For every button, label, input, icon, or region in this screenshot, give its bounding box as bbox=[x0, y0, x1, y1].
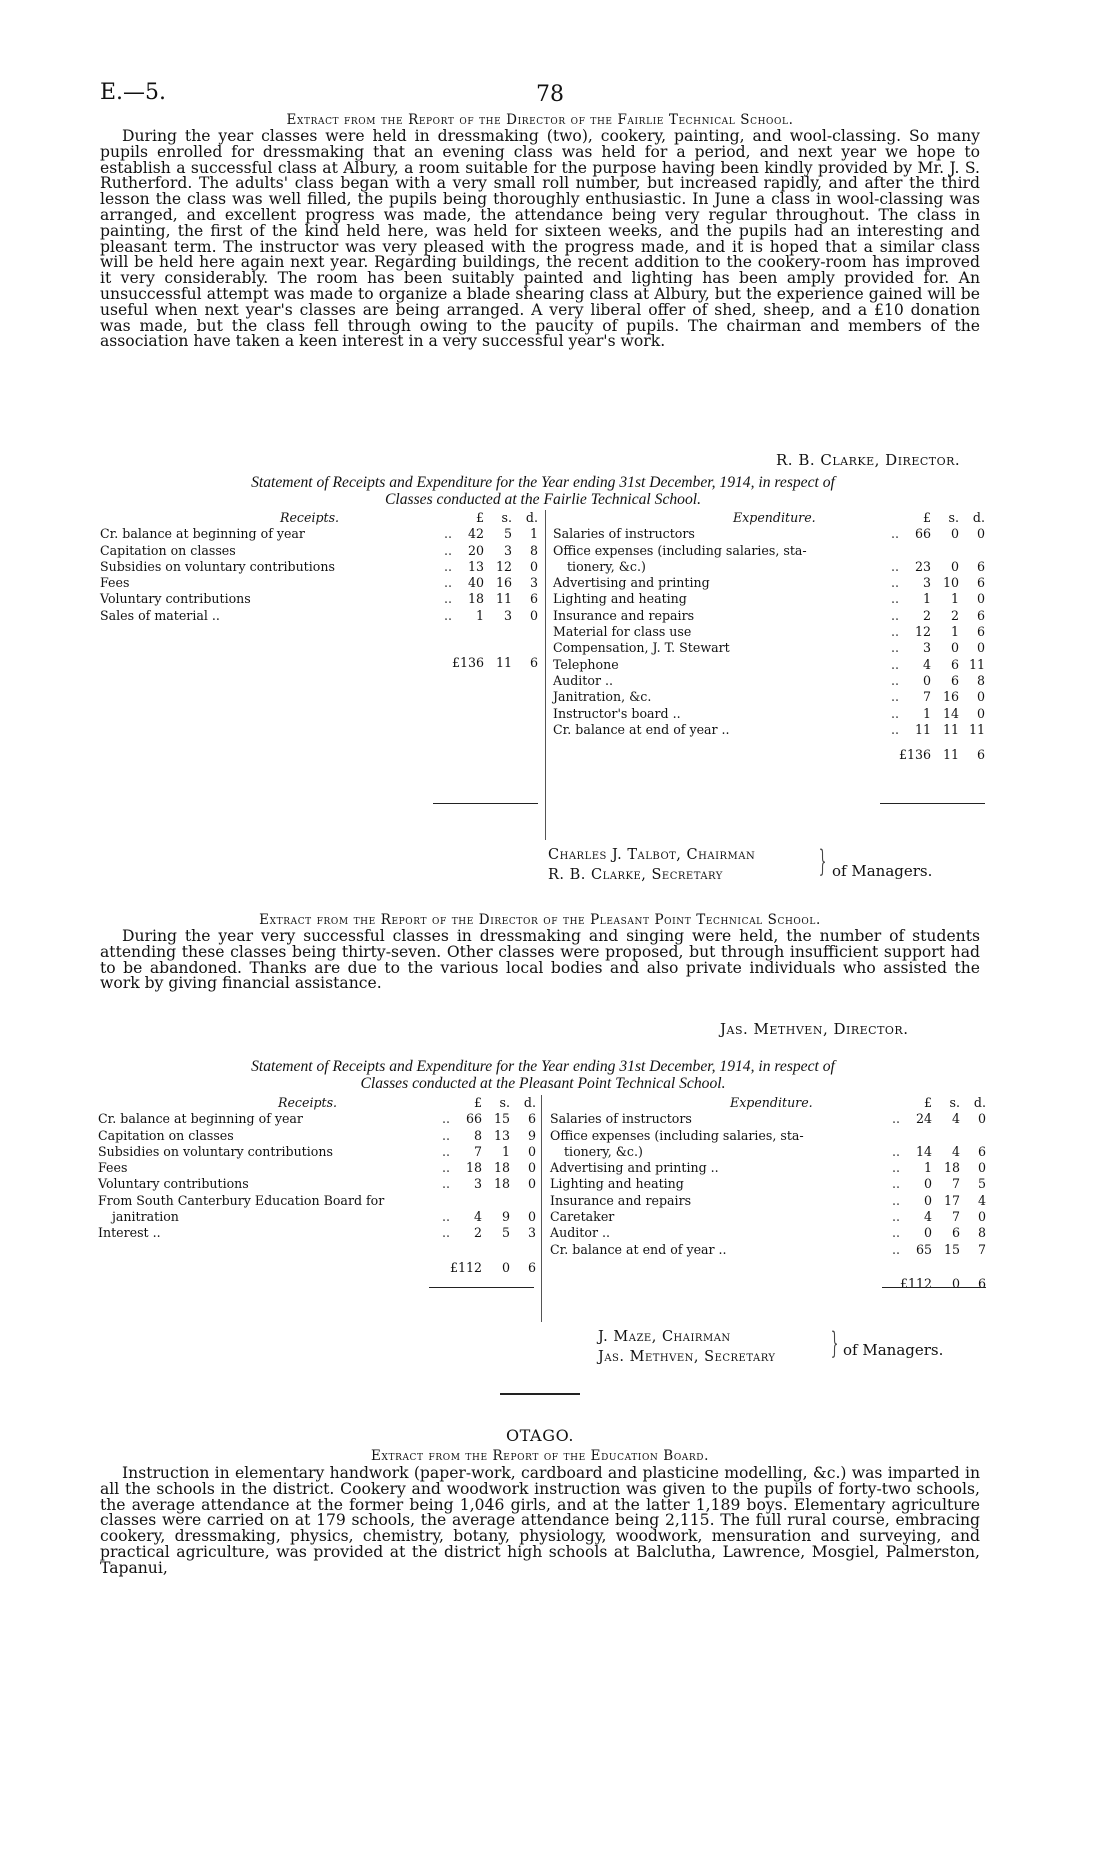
row-label: Sales of material .. bbox=[100, 607, 220, 623]
leader-dots: .. bbox=[891, 1176, 900, 1192]
expenditure-total-row bbox=[550, 1276, 986, 1292]
leader-dots: .. bbox=[441, 1143, 450, 1159]
receipt-row bbox=[98, 1128, 536, 1144]
fairlie-expenditure-table bbox=[553, 510, 985, 763]
shillings-col-header: s. bbox=[499, 1095, 510, 1110]
pounds-value: 3 bbox=[922, 640, 931, 656]
expenditure-heading: Expenditure. bbox=[733, 510, 816, 525]
receipts-heading: Receipts. bbox=[280, 510, 340, 525]
expenditure-row bbox=[553, 543, 985, 559]
shillings-value: 10 bbox=[942, 575, 959, 591]
pence-value: 0 bbox=[976, 526, 985, 542]
pounds-value: 2 bbox=[922, 607, 931, 623]
receipts-total-row bbox=[98, 1260, 536, 1276]
row-label: Advertising and printing .. bbox=[550, 1160, 719, 1176]
pleasant-point-brace: } bbox=[830, 1326, 839, 1361]
shillings-value: 18 bbox=[493, 1176, 510, 1192]
pounds-col-header: £ bbox=[475, 510, 484, 525]
shillings-value: 5 bbox=[501, 1225, 510, 1241]
pounds-value: 42 bbox=[467, 526, 484, 542]
pounds-value: 4 bbox=[922, 656, 931, 672]
leader-dots: .. bbox=[443, 542, 452, 558]
row-label: tionery, &c.) bbox=[564, 1143, 643, 1159]
fairlie-paragraph bbox=[100, 129, 980, 350]
leader-dots: .. bbox=[443, 607, 452, 623]
row-label: Salaries of instructors bbox=[553, 526, 695, 542]
pounds-col-header: £ bbox=[473, 1095, 482, 1110]
receipt-row bbox=[100, 575, 538, 591]
pounds-value: 66 bbox=[465, 1111, 482, 1127]
shillings-value: 0 bbox=[950, 526, 959, 542]
otago-paragraph-text: Instruction in elementary handwork (paper-work, cardboard and plasticine modelling, &c.) was imparted in all the schools in the district. Cookery and woodwork instruction was given to the pupils of forty-two schools, the average attendance at the former being 1,046 girls, and at the latter 1,189 boys. Elementary agriculture classes were carried on at 179 schools, the average attendance being 2,115. The full rural course, embracing cookery, dressmaking, physics, chemistry, botany, physiology, woodwork, mensuration and surveying, and practical agriculture, was provided at the district high schools at Balclutha, Lawrence, Mosgiel, Palmerston, Tapanui, bbox=[100, 1464, 980, 1577]
pence-value: 0 bbox=[527, 1176, 536, 1192]
pence-value: 8 bbox=[529, 542, 538, 558]
row-label: Capitation on classes bbox=[100, 542, 236, 558]
leader-dots: .. bbox=[441, 1127, 450, 1143]
pleasant-point-statement-title-line2: Classes conducted at the Pleasant Point Technical School. bbox=[360, 1075, 726, 1092]
expenditure-heading: Expenditure. bbox=[730, 1095, 813, 1110]
pence-value: 4 bbox=[977, 1192, 986, 1208]
shillings-value: 3 bbox=[503, 607, 512, 623]
pleasant-point-column-divider bbox=[541, 1095, 542, 1322]
receipt-row bbox=[98, 1225, 536, 1241]
fairlie-chairman: Charles J. Talbot, Chairman bbox=[548, 847, 756, 863]
fairlie-receipts-total-rule bbox=[433, 803, 538, 804]
expenditure-row bbox=[550, 1193, 986, 1209]
expenditure-row bbox=[553, 689, 985, 705]
row-label: Material for class use bbox=[553, 624, 692, 640]
fairlie-column-divider bbox=[545, 510, 546, 840]
expenditure-row bbox=[553, 575, 985, 591]
row-label: Subsidies on voluntary contributions bbox=[100, 558, 335, 574]
expenditure-row bbox=[553, 608, 985, 624]
row-label: Cr. balance at beginning of year bbox=[100, 526, 305, 542]
receipt-row bbox=[98, 1209, 536, 1225]
pence-value: 0 bbox=[976, 689, 985, 705]
pleasant-point-paragraph bbox=[100, 929, 980, 992]
expenditure-row bbox=[550, 1128, 986, 1144]
expenditure-total-shillings: 11 bbox=[942, 747, 959, 763]
pounds-value: 0 bbox=[922, 672, 931, 688]
expenditure-row bbox=[553, 559, 985, 575]
row-label: Cr. balance at end of year .. bbox=[550, 1241, 727, 1257]
leader-dots: .. bbox=[443, 591, 452, 607]
fairlie-secretary: R. B. Clarke, Secretary bbox=[548, 867, 723, 883]
expenditure-row bbox=[550, 1160, 986, 1176]
receipt-row bbox=[100, 559, 538, 575]
row-label: Fees bbox=[100, 575, 130, 591]
leader-dots: .. bbox=[891, 1225, 900, 1241]
expenditure-row bbox=[553, 657, 985, 673]
pleasant-point-statement-title bbox=[100, 1058, 986, 1092]
row-label: Auditor .. bbox=[553, 672, 613, 688]
pounds-value: 13 bbox=[467, 558, 484, 574]
expenditure-row bbox=[553, 706, 985, 722]
leader-dots: .. bbox=[443, 558, 452, 574]
fairlie-expenditure-total-rule bbox=[880, 803, 985, 804]
pounds-value: 2 bbox=[473, 1225, 482, 1241]
document-reference: E.—5. bbox=[100, 80, 167, 105]
row-label: From South Canterbury Education Board for bbox=[98, 1192, 385, 1208]
leader-dots: .. bbox=[891, 1241, 900, 1257]
leader-dots: .. bbox=[890, 575, 899, 591]
pleasant-point-of-managers: of Managers. bbox=[843, 1341, 944, 1359]
pence-value: 11 bbox=[968, 721, 985, 737]
pleasant-point-paragraph-text: During the year very successful classes in dressmaking and singing were held, the number of students attending these classes being thirty-seven. Other classes were proposed, but through insufficient support had to be abandoned. Thanks are due to the various local bodies and also private individuals who assisted the work by giving financial assistance. bbox=[100, 927, 980, 993]
expenditure-total-pence: 6 bbox=[976, 747, 985, 763]
pleasant-point-statement-title-line1: Statement of Receipts and Expenditure for the Year ending 31st December, 1914, in respect of bbox=[251, 1058, 835, 1075]
leader-dots: .. bbox=[891, 1143, 900, 1159]
row-label: Telephone bbox=[553, 656, 619, 672]
receipt-row bbox=[98, 1144, 536, 1160]
row-label: Advertising and printing bbox=[553, 575, 710, 591]
receipts-total-row bbox=[100, 655, 538, 671]
row-label: Office expenses (including salaries, sta- bbox=[550, 1127, 804, 1143]
leader-dots: .. bbox=[443, 575, 452, 591]
shillings-value: 15 bbox=[943, 1241, 960, 1257]
pounds-value: 24 bbox=[915, 1111, 932, 1127]
expenditure-total-pence: 6 bbox=[977, 1275, 986, 1291]
receipts-total-pounds: £136 bbox=[451, 655, 484, 671]
shillings-value: 15 bbox=[493, 1111, 510, 1127]
row-label: Office expenses (including salaries, sta- bbox=[553, 542, 807, 558]
shillings-value: 18 bbox=[493, 1160, 510, 1176]
pence-value: 0 bbox=[527, 1143, 536, 1159]
shillings-value: 17 bbox=[943, 1192, 960, 1208]
pence-value: 0 bbox=[977, 1209, 986, 1225]
shillings-value: 1 bbox=[950, 624, 959, 640]
pence-value: 11 bbox=[968, 656, 985, 672]
leader-dots: .. bbox=[891, 1192, 900, 1208]
pounds-value: 18 bbox=[467, 591, 484, 607]
pence-value: 0 bbox=[976, 705, 985, 721]
fairlie-director-signature: R. B. Clarke, Director. bbox=[776, 451, 961, 469]
receipts-heading: Receipts. bbox=[278, 1095, 338, 1110]
shillings-value: 14 bbox=[942, 705, 959, 721]
receipt-row bbox=[100, 608, 538, 624]
row-label: Janitration, &c. bbox=[553, 689, 652, 705]
shillings-col-header: s. bbox=[501, 510, 512, 525]
row-label: Salaries of instructors bbox=[550, 1111, 692, 1127]
pounds-value: 3 bbox=[473, 1176, 482, 1192]
leader-dots: .. bbox=[890, 656, 899, 672]
row-label: Lighting and heating bbox=[550, 1176, 684, 1192]
pence-value: 0 bbox=[976, 591, 985, 607]
pounds-value: 65 bbox=[915, 1241, 932, 1257]
expenditure-row bbox=[553, 640, 985, 656]
otago-title: OTAGO. bbox=[505, 1426, 575, 1445]
expenditure-row bbox=[550, 1111, 986, 1127]
pounds-value: 66 bbox=[914, 526, 931, 542]
pleasant-point-receipts-total-rule bbox=[429, 1287, 534, 1288]
leader-dots: .. bbox=[891, 1209, 900, 1225]
pounds-value: 1 bbox=[923, 1160, 932, 1176]
fairlie-statement-title-line2: Classes conducted at the Fairlie Technical School. bbox=[384, 491, 702, 508]
receipts-header-row bbox=[98, 1095, 536, 1111]
expenditure-total-row bbox=[553, 747, 985, 763]
otago-heading: Extract from the Report of the Education Board. bbox=[371, 1448, 709, 1464]
shillings-value: 1 bbox=[950, 591, 959, 607]
pence-col-header: d. bbox=[523, 1095, 536, 1110]
pence-value: 8 bbox=[976, 672, 985, 688]
pounds-col-header: £ bbox=[922, 510, 931, 525]
leader-dots: .. bbox=[890, 526, 899, 542]
shillings-value: 4 bbox=[951, 1111, 960, 1127]
leader-dots: .. bbox=[890, 672, 899, 688]
otago-paragraph bbox=[100, 1466, 980, 1577]
expenditure-header-row bbox=[553, 510, 985, 526]
pence-value: 0 bbox=[527, 1209, 536, 1225]
receipts-total-shillings: 11 bbox=[495, 655, 512, 671]
expenditure-row bbox=[550, 1209, 986, 1225]
pleasant-point-director-signature: Jas. Methven, Director. bbox=[720, 1020, 909, 1038]
shillings-value: 6 bbox=[950, 672, 959, 688]
shillings-value: 7 bbox=[951, 1176, 960, 1192]
row-label: Lighting and heating bbox=[553, 591, 687, 607]
expenditure-row bbox=[553, 526, 985, 542]
receipts-total-shillings: 0 bbox=[501, 1259, 510, 1275]
expenditure-total-shillings: 0 bbox=[951, 1275, 960, 1291]
row-label: Subsidies on voluntary contributions bbox=[98, 1143, 333, 1159]
pleasant-point-heading: Extract from the Report of the Director of the Pleasant Point Technical School. bbox=[259, 912, 821, 928]
row-label: Caretaker bbox=[550, 1209, 615, 1225]
fairlie-statement-title-line1: Statement of Receipts and Expenditure for the Year ending 31st December, 1914, in respect of bbox=[251, 474, 835, 491]
pence-value: 7 bbox=[977, 1241, 986, 1257]
leader-dots: .. bbox=[890, 721, 899, 737]
row-label: Instructor's board .. bbox=[553, 705, 681, 721]
pence-value: 6 bbox=[976, 607, 985, 623]
pounds-value: 4 bbox=[923, 1209, 932, 1225]
pleasant-point-chairman: J. Maze, Chairman bbox=[598, 1329, 731, 1345]
shillings-value: 6 bbox=[951, 1225, 960, 1241]
leader-dots: .. bbox=[890, 705, 899, 721]
expenditure-row bbox=[550, 1176, 986, 1192]
pounds-value: 0 bbox=[923, 1192, 932, 1208]
pence-value: 3 bbox=[527, 1225, 536, 1241]
shillings-value: 7 bbox=[951, 1209, 960, 1225]
receipt-row bbox=[98, 1193, 536, 1209]
receipts-header-row bbox=[100, 510, 538, 526]
expenditure-row bbox=[550, 1144, 986, 1160]
row-label: Cr. balance at beginning of year bbox=[98, 1111, 303, 1127]
receipt-row bbox=[98, 1160, 536, 1176]
receipts-total-pence: 6 bbox=[529, 655, 538, 671]
pounds-value: 4 bbox=[473, 1209, 482, 1225]
pleasant-point-expenditure-table bbox=[550, 1095, 986, 1292]
leader-dots: .. bbox=[891, 1111, 900, 1127]
row-label: Insurance and repairs bbox=[553, 607, 695, 623]
expenditure-row bbox=[550, 1225, 986, 1241]
leader-dots: .. bbox=[890, 558, 899, 574]
row-label: Fees bbox=[98, 1160, 128, 1176]
row-label: Capitation on classes bbox=[98, 1127, 234, 1143]
pounds-value: 1 bbox=[475, 607, 484, 623]
receipt-row bbox=[100, 543, 538, 559]
pounds-value: 14 bbox=[915, 1143, 932, 1159]
pounds-value: 1 bbox=[922, 591, 931, 607]
shillings-value: 1 bbox=[501, 1143, 510, 1159]
pounds-value: 20 bbox=[467, 542, 484, 558]
pence-value: 6 bbox=[527, 1111, 536, 1127]
receipts-total-pounds: £112 bbox=[449, 1259, 482, 1275]
leader-dots: .. bbox=[441, 1111, 450, 1127]
pounds-value: 7 bbox=[473, 1143, 482, 1159]
receipt-row bbox=[100, 591, 538, 607]
shillings-value: 12 bbox=[495, 558, 512, 574]
pence-col-header: d. bbox=[972, 510, 985, 525]
receipt-row bbox=[98, 1176, 536, 1192]
pence-value: 5 bbox=[977, 1176, 986, 1192]
fairlie-of-managers: of Managers. bbox=[832, 862, 933, 880]
expenditure-row bbox=[553, 591, 985, 607]
leader-dots: .. bbox=[890, 591, 899, 607]
shillings-value: 5 bbox=[503, 526, 512, 542]
pence-value: 0 bbox=[529, 607, 538, 623]
shillings-value: 16 bbox=[942, 689, 959, 705]
pounds-value: 0 bbox=[923, 1176, 932, 1192]
shillings-value: 2 bbox=[950, 607, 959, 623]
expenditure-row bbox=[553, 722, 985, 738]
pence-value: 0 bbox=[529, 558, 538, 574]
expenditure-row bbox=[553, 673, 985, 689]
leader-dots: .. bbox=[890, 640, 899, 656]
leader-dots: .. bbox=[441, 1225, 450, 1241]
pleasant-point-receipts-table bbox=[98, 1095, 536, 1276]
fairlie-paragraph-text: During the year classes were held in dressmaking (two), cookery, painting, and wool-classing. So many pupils enrolled for dressmaking that an evening class was held for a period, and next year we hope to establish a successful class at Albury, a room suitable for the purpose having been kindly provided by Mr. J. S. Rutherford. The adults' class began with a very small roll number, but increased rapidly, and after the third lesson the class was well filled, the pupils being thoroughly enthusiastic. In June a class in wool-classing was arranged, and excellent progress was made, the attendance being very regular throughout. The class in painting, the first of the kind held here, was held for sixteen weeks, and the pupils had an interesting and pleasant term. The instructor was very pleased with the progress made, and it is hoped that a similar class will be held here again next year. Regarding buildings, the recent addition to the cookery-room has improved it very considerably. The room has been suitably painted and lighting has been amply provided for. An unsuccessful attempt was made to organize a blade shearing class at Albury, but the experience gained will be useful when next year's classes are being arranged. A very liberal offer of shed, sheep, and a £10 donation was made, but the class fell through owing to the paucity of pupils. The chairman and members of the association have taken a keen interest in a very successful year's work. bbox=[100, 127, 980, 351]
expenditure-total-pounds: £136 bbox=[898, 747, 931, 763]
shillings-value: 18 bbox=[943, 1160, 960, 1176]
pounds-value: 1 bbox=[922, 705, 931, 721]
pence-value: 0 bbox=[977, 1160, 986, 1176]
row-label: Compensation, J. T. Stewart bbox=[553, 640, 730, 656]
row-label: Auditor .. bbox=[550, 1225, 610, 1241]
expenditure-total-pounds: £112 bbox=[899, 1275, 932, 1291]
leader-dots: .. bbox=[441, 1176, 450, 1192]
fairlie-statement-title bbox=[100, 474, 986, 508]
pence-value: 3 bbox=[529, 575, 538, 591]
leader-dots: .. bbox=[443, 526, 452, 542]
pence-col-header: d. bbox=[525, 510, 538, 525]
shillings-value: 0 bbox=[950, 640, 959, 656]
leader-dots: .. bbox=[890, 689, 899, 705]
pounds-value: 8 bbox=[473, 1127, 482, 1143]
pleasant-point-expenditure-total-rule bbox=[882, 1287, 986, 1288]
pence-value: 6 bbox=[976, 624, 985, 640]
page-number: 78 bbox=[536, 82, 564, 107]
row-label: Voluntary contributions bbox=[100, 591, 251, 607]
row-label: Interest .. bbox=[98, 1225, 161, 1241]
leader-dots: .. bbox=[441, 1209, 450, 1225]
shillings-value: 11 bbox=[495, 591, 512, 607]
shillings-col-header: s. bbox=[949, 1095, 960, 1110]
pounds-value: 18 bbox=[465, 1160, 482, 1176]
shillings-value: 11 bbox=[942, 721, 959, 737]
fairlie-heading: Extract from the Report of the Director of the Fairlie Technical School. bbox=[286, 112, 794, 128]
shillings-value: 16 bbox=[495, 575, 512, 591]
pounds-value: 40 bbox=[467, 575, 484, 591]
expenditure-row bbox=[553, 624, 985, 640]
pounds-col-header: £ bbox=[923, 1095, 932, 1110]
receipt-row bbox=[98, 1111, 536, 1127]
pence-value: 8 bbox=[977, 1225, 986, 1241]
section-separator bbox=[500, 1393, 580, 1395]
row-label: tionery, &c.) bbox=[567, 558, 646, 574]
fairlie-receipts-table bbox=[100, 510, 538, 671]
pounds-value: 23 bbox=[914, 558, 931, 574]
pence-value: 9 bbox=[527, 1127, 536, 1143]
pence-value: 6 bbox=[976, 575, 985, 591]
expenditure-header-row bbox=[550, 1095, 986, 1111]
pounds-value: 7 bbox=[922, 689, 931, 705]
row-label: janitration bbox=[112, 1209, 179, 1225]
shillings-col-header: s. bbox=[948, 510, 959, 525]
pence-value: 6 bbox=[976, 558, 985, 574]
receipts-total-pence: 6 bbox=[527, 1259, 536, 1275]
receipt-row bbox=[100, 526, 538, 542]
pence-value: 0 bbox=[527, 1160, 536, 1176]
leader-dots: .. bbox=[441, 1160, 450, 1176]
shillings-value: 3 bbox=[503, 542, 512, 558]
shillings-value: 0 bbox=[950, 558, 959, 574]
shillings-value: 13 bbox=[493, 1127, 510, 1143]
row-label: Cr. balance at end of year .. bbox=[553, 721, 730, 737]
pounds-value: 0 bbox=[923, 1225, 932, 1241]
pence-value: 6 bbox=[977, 1143, 986, 1159]
pence-col-header: d. bbox=[973, 1095, 986, 1110]
leader-dots: .. bbox=[890, 607, 899, 623]
shillings-value: 6 bbox=[950, 656, 959, 672]
leader-dots: .. bbox=[891, 1160, 900, 1176]
pence-value: 0 bbox=[977, 1111, 986, 1127]
row-label: Voluntary contributions bbox=[98, 1176, 249, 1192]
pence-value: 6 bbox=[529, 591, 538, 607]
pounds-value: 12 bbox=[914, 624, 931, 640]
pounds-value: 11 bbox=[914, 721, 931, 737]
pence-value: 1 bbox=[529, 526, 538, 542]
expenditure-row bbox=[550, 1242, 986, 1258]
fairlie-brace: } bbox=[818, 844, 827, 879]
leader-dots: .. bbox=[890, 624, 899, 640]
row-label: Insurance and repairs bbox=[550, 1192, 692, 1208]
pleasant-point-secretary: Jas. Methven, Secretary bbox=[598, 1349, 776, 1365]
shillings-value: 4 bbox=[951, 1143, 960, 1159]
pounds-value: 3 bbox=[922, 575, 931, 591]
shillings-value: 9 bbox=[501, 1209, 510, 1225]
pence-value: 0 bbox=[976, 640, 985, 656]
